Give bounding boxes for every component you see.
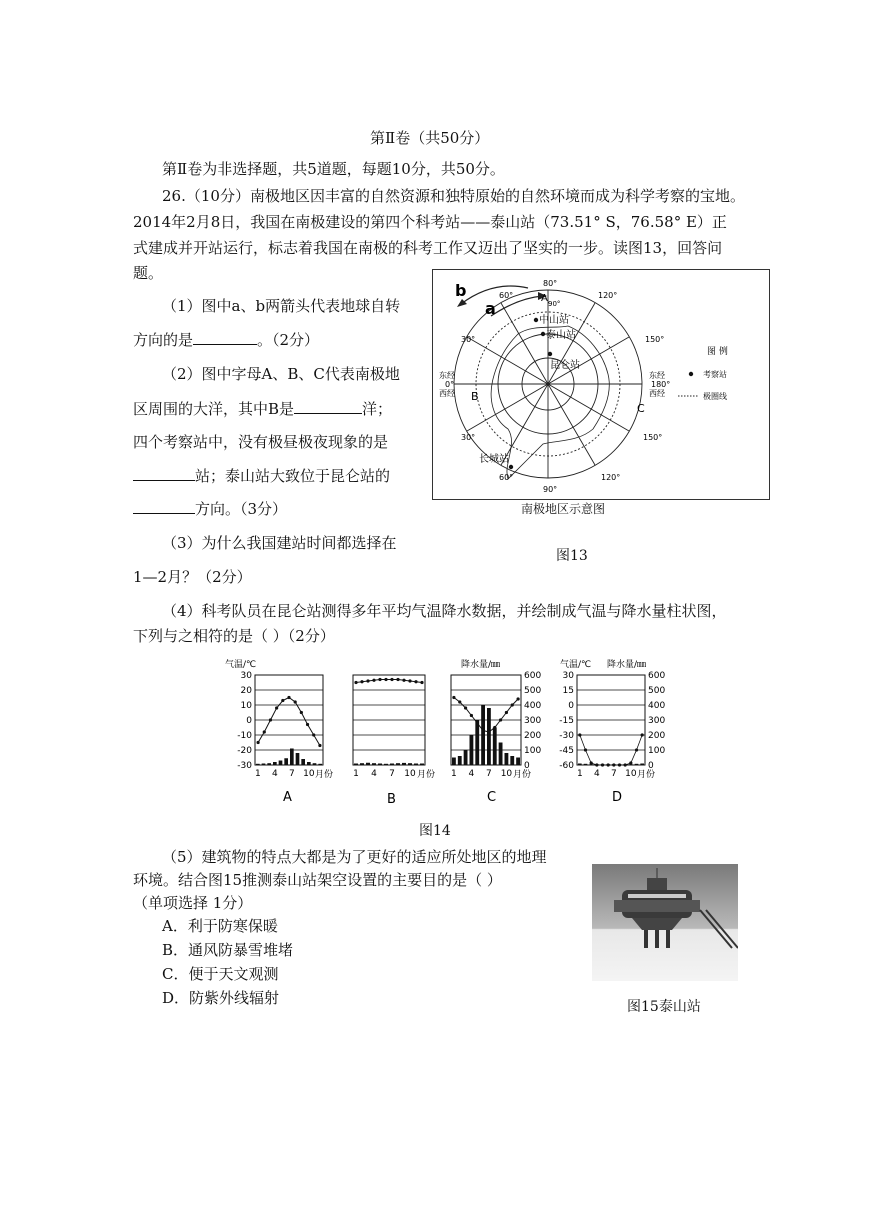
option-b[interactable]: B．通风防暴雪堆堵	[162, 941, 294, 959]
B-precip-bar	[390, 764, 394, 766]
A-month-tick: 10	[303, 769, 315, 779]
D-temp-point	[607, 763, 610, 766]
lon-label-90a: 90°	[548, 300, 561, 308]
D-right-tick: 500	[648, 686, 666, 696]
lon-label-60tl: 60°	[499, 291, 514, 300]
A-temp-point	[287, 696, 290, 699]
A-left-tick: 30	[240, 671, 252, 681]
west-lon-label-left: 西经	[439, 389, 455, 398]
B-temp-point	[414, 680, 417, 683]
station-dot-taishan	[541, 332, 545, 336]
chart-d	[559, 671, 665, 780]
option-d[interactable]: D．防紫外线辐射	[162, 989, 280, 1007]
D-month-tick: 1	[576, 769, 583, 779]
q26-p2-line2: 区周围的大洋，其中B是 洋；	[133, 400, 393, 418]
C-right-tick: 500	[524, 686, 542, 696]
station-dot-zhongshan	[534, 318, 538, 322]
B-precip-bar	[372, 763, 376, 765]
climate-charts	[225, 655, 695, 810]
B-precip-bar	[378, 764, 382, 766]
q26-p2-line1: （2）图中字母A、B、C代表南极地	[162, 365, 400, 383]
C-right-tick: 100	[524, 746, 542, 756]
A-precip-bar	[290, 749, 294, 766]
D-temp-point	[612, 763, 615, 766]
lon-label-30bl: 30°	[461, 433, 476, 442]
C-precip-bar	[493, 728, 497, 766]
B-month-label: 月份	[417, 770, 436, 780]
q26-p3-line1: （3）为什么我国建站时间都选择在	[162, 534, 397, 552]
chart-c-precip-axis-label: 降水量/㎜	[461, 660, 501, 670]
D-right-tick: 400	[648, 701, 666, 711]
C-temp-point	[487, 730, 490, 733]
C-precip-bar	[516, 758, 520, 766]
C-right-tick: 300	[524, 716, 542, 726]
D-temp-point	[629, 761, 632, 764]
chart-c	[451, 671, 541, 780]
D-month-tick: 7	[610, 769, 617, 779]
A-left-tick: -30	[237, 761, 252, 771]
C-month-tick: 7	[486, 769, 492, 779]
q26-p5-line3: （单项选择 1分）	[133, 894, 253, 912]
chart-b	[353, 675, 435, 780]
B-temp-point	[396, 678, 399, 681]
C-precip-bar	[510, 756, 514, 765]
ocean-label-c: C	[637, 402, 645, 415]
ocean-label-a: A	[541, 293, 548, 304]
section-note: 第Ⅱ卷为非选择题，共5道题，每题10分，共50分。	[162, 160, 505, 178]
D-right-tick: 0	[648, 761, 654, 771]
C-precip-bar	[499, 743, 503, 766]
A-left-tick: 10	[240, 701, 252, 711]
C-right-tick: 400	[524, 701, 542, 711]
B-precip-bar	[396, 763, 400, 765]
station-label-changcheng: 长城站	[479, 454, 509, 465]
lon-label-120tr: 120°	[598, 291, 618, 300]
q26-p1-line1: （1）图中a、b两箭头代表地球自转	[162, 297, 401, 315]
C-temp-point	[481, 729, 484, 732]
C-temp-point	[499, 718, 502, 721]
q26-p2-line5: 方向。（3分）	[133, 499, 287, 519]
C-month-tick: 4	[468, 769, 475, 779]
answer-blank-1[interactable]	[193, 330, 257, 345]
B-precip-bar	[366, 763, 370, 765]
section-title: 第Ⅱ卷（共50分）	[370, 129, 490, 147]
q26-p5-line2: 环境。结合图15推测泰山站架空设置的主要目的是（ ）	[133, 871, 502, 889]
D-temp-point	[584, 748, 587, 751]
A-left-tick: -10	[237, 731, 252, 741]
chart-c-label: C	[487, 790, 497, 805]
lon-label-60bl: 60°	[499, 473, 514, 482]
D-temp-point	[641, 733, 644, 736]
D-temp-point	[578, 733, 581, 736]
C-precip-bar	[464, 750, 468, 765]
C-month-tick: 1	[451, 769, 457, 779]
B-temp-line	[356, 680, 422, 683]
C-precip-bar	[470, 735, 474, 765]
taishan-station-photo	[592, 864, 738, 981]
D-left-tick: 30	[562, 671, 574, 681]
C-temp-point	[511, 703, 514, 706]
A-precip-bar	[284, 758, 288, 765]
D-left-tick: -15	[559, 716, 574, 726]
west-lon-label-right: 西经	[649, 389, 665, 398]
legend-circle-label: 极圈线	[703, 392, 727, 401]
A-precip-bar	[262, 764, 266, 766]
D-left-tick: -60	[559, 761, 574, 771]
C-month-label: 月份	[513, 770, 532, 780]
taishan-station-icon	[592, 864, 738, 981]
station-label-taishan: 泰山站	[546, 330, 576, 341]
A-precip-bar	[318, 764, 322, 765]
C-right-tick: 200	[524, 731, 542, 741]
C-precip-bar	[475, 720, 479, 765]
C-temp-point	[470, 714, 473, 717]
D-month-tick: 4	[593, 769, 600, 779]
option-a[interactable]: A．利于防寒保暖	[162, 917, 278, 935]
B-temp-point	[354, 681, 357, 684]
station-dot-changcheng	[509, 465, 513, 469]
station-label-kunlun: 昆仑站	[550, 360, 580, 371]
map-caption: 南极地区示意图	[521, 502, 606, 516]
ocean-label-b: B	[471, 390, 479, 403]
D-right-tick: 600	[648, 671, 666, 681]
B-temp-point	[360, 680, 363, 683]
A-temp-point	[312, 733, 315, 736]
A-month-tick: 7	[288, 769, 295, 779]
chart-a-label: A	[283, 790, 292, 805]
station-label-zhongshan: 中山站	[539, 315, 569, 326]
B-month-tick: 1	[353, 769, 359, 779]
B-temp-point	[408, 679, 411, 682]
figure-13-label: 图13	[556, 548, 588, 564]
C-month-tick: 10	[500, 769, 513, 779]
arrow-a-label: a	[485, 299, 496, 318]
D-month-label: 月份	[637, 770, 656, 780]
station-dot-kunlun	[548, 352, 552, 356]
D-temp-point	[635, 748, 638, 751]
B-precip-bar	[414, 764, 418, 766]
C-temp-point	[458, 700, 461, 703]
B-precip-bar	[384, 764, 388, 765]
B-precip-bar	[354, 764, 358, 766]
C-right-tick: 600	[524, 671, 542, 681]
D-left-tick: -45	[559, 746, 574, 756]
q26-p2-line3: 四个考察站中，没有极昼极夜现象的是	[133, 433, 389, 451]
answer-blank-2[interactable]	[294, 399, 362, 414]
A-temp-point	[300, 711, 303, 714]
option-c[interactable]: C．便于天文观测	[162, 965, 279, 983]
q26-p5-line1: （5）建筑物的特点大都是为了更好的适应所处地区的地理	[162, 848, 547, 866]
lon-label-150r: 150°	[645, 335, 665, 344]
q26-line2: 2014年2月8日，我国在南极建设的第四个科考站——泰山站（73.51° S，76.58° E）正	[133, 213, 727, 231]
antarctic-map-svg	[433, 270, 769, 499]
D-right-tick: 300	[648, 716, 666, 726]
figure-14-label: 图14	[419, 823, 451, 839]
zero-lon-label: 0°	[445, 380, 455, 389]
chart-a-temp-axis-label: 气温/℃	[225, 660, 257, 670]
D-precip-bar	[584, 764, 588, 765]
figure-15-caption: 图15泰山站	[627, 999, 701, 1015]
lon-label-top: 80°	[543, 279, 558, 288]
answer-blank-4[interactable]	[133, 499, 195, 514]
A-temp-point	[294, 700, 297, 703]
q26-line4: 题。	[133, 264, 164, 282]
q26-p4-line2: 下列与之相符的是（ ）（2分）	[133, 627, 335, 645]
A-left-tick: 0	[246, 716, 252, 726]
D-temp-point	[590, 761, 593, 764]
A-temp-point	[263, 730, 266, 733]
D-temp-point	[595, 763, 598, 766]
B-temp-point	[366, 679, 369, 682]
C-precip-bar	[481, 705, 485, 765]
A-precip-bar	[301, 759, 305, 765]
lon-label-150br: 150°	[643, 433, 663, 442]
antarctic-map	[432, 269, 770, 500]
D-right-tick: 100	[648, 746, 666, 756]
D-precip-bar	[635, 764, 639, 765]
A-precip-bar	[267, 763, 271, 765]
lon-label-30l: 30°	[461, 335, 476, 344]
B-precip-bar	[360, 763, 364, 765]
B-temp-point	[384, 678, 387, 681]
A-temp-point	[275, 706, 278, 709]
D-temp-point	[601, 763, 604, 766]
D-temp-point	[618, 763, 621, 766]
C-temp-point	[452, 696, 455, 699]
C-temp-point	[516, 697, 519, 700]
legend-station-dot	[689, 372, 693, 376]
arrow-b-label: b	[455, 281, 467, 300]
D-temp-point	[624, 763, 627, 766]
A-left-tick: -20	[237, 746, 252, 756]
A-month-tick: 1	[254, 769, 261, 779]
A-precip-bar	[273, 762, 277, 765]
D-left-tick: 15	[562, 686, 574, 696]
C-precip-bar	[458, 756, 462, 765]
B-temp-point	[378, 678, 381, 681]
q26-p2-line4: 站；泰山站大致位于昆仑站的	[133, 466, 390, 486]
q26-line3: 式建成并开站运行，标志着我国在南极的科考工作又迈出了坚实的一步。读图13，回答问	[133, 239, 723, 257]
q26-line1: 26.（10分）南极地区因丰富的自然资源和独特原始的自然环境而成为科学考察的宝地。	[162, 187, 745, 205]
D-left-tick: -30	[559, 731, 574, 741]
east-lon-label-left: 东经	[439, 371, 455, 380]
chart-d-label: D	[612, 790, 623, 805]
A-temp-point	[318, 744, 321, 747]
lon-label-90b: 90°	[543, 485, 558, 494]
chart-b-label: B	[387, 792, 396, 807]
B-temp-point	[390, 678, 393, 681]
legend-title: 图 例	[707, 347, 728, 357]
D-right-tick: 200	[648, 731, 666, 741]
q26-p1-line2: 方向的是 。（2分）	[133, 331, 320, 349]
C-temp-point	[493, 726, 496, 729]
C-precip-bar	[487, 708, 491, 765]
C-temp-point	[476, 721, 479, 724]
D-precip-bar	[578, 764, 582, 766]
C-temp-line	[454, 698, 518, 733]
A-temp-point	[269, 718, 272, 721]
chart-a	[237, 671, 333, 780]
B-temp-point	[372, 679, 375, 682]
answer-blank-3[interactable]	[133, 466, 195, 481]
chart-d-precip-axis-label: 降水量/㎜	[607, 660, 647, 670]
C-right-tick: 0	[524, 761, 530, 771]
B-temp-point	[402, 679, 405, 682]
D-left-tick: 0	[568, 701, 574, 711]
C-precip-bar	[505, 753, 509, 765]
B-month-tick: 4	[371, 769, 377, 779]
D-month-tick: 10	[625, 769, 637, 779]
B-precip-bar	[402, 763, 406, 765]
C-precip-bar	[452, 758, 456, 766]
east-lon-label-right: 东经	[649, 371, 665, 380]
A-precip-bar	[256, 764, 260, 765]
A-temp-point	[306, 723, 309, 726]
A-temp-point	[256, 741, 259, 744]
A-precip-bar	[279, 761, 283, 766]
A-left-tick: 20	[240, 686, 252, 696]
B-temp-point	[420, 681, 423, 684]
q26-p4-line1: （4）科考队员在昆仑站测得多年平均气温降水数据，并绘制成气温与降水量柱状图，	[162, 602, 727, 620]
A-temp-point	[281, 699, 284, 702]
legend-station-label: 考察站	[703, 370, 727, 379]
A-precip-bar	[296, 753, 300, 765]
D-precip-bar	[640, 764, 644, 766]
B-month-tick: 10	[404, 769, 416, 779]
A-month-label: 月份	[315, 770, 334, 780]
chart-d-temp-axis-label: 气温/℃	[560, 660, 592, 670]
q26-p3-line2: 1—2月？（2分）	[133, 568, 252, 586]
A-precip-bar	[313, 763, 317, 765]
B-month-tick: 7	[389, 769, 395, 779]
C-temp-point	[505, 711, 508, 714]
A-month-tick: 4	[271, 769, 278, 779]
lon-label-120br: 120°	[601, 473, 621, 482]
A-precip-bar	[307, 762, 311, 765]
B-precip-bar	[420, 764, 424, 766]
B-precip-bar	[408, 763, 412, 765]
lon180-label: 180°	[651, 380, 671, 389]
C-temp-point	[464, 706, 467, 709]
